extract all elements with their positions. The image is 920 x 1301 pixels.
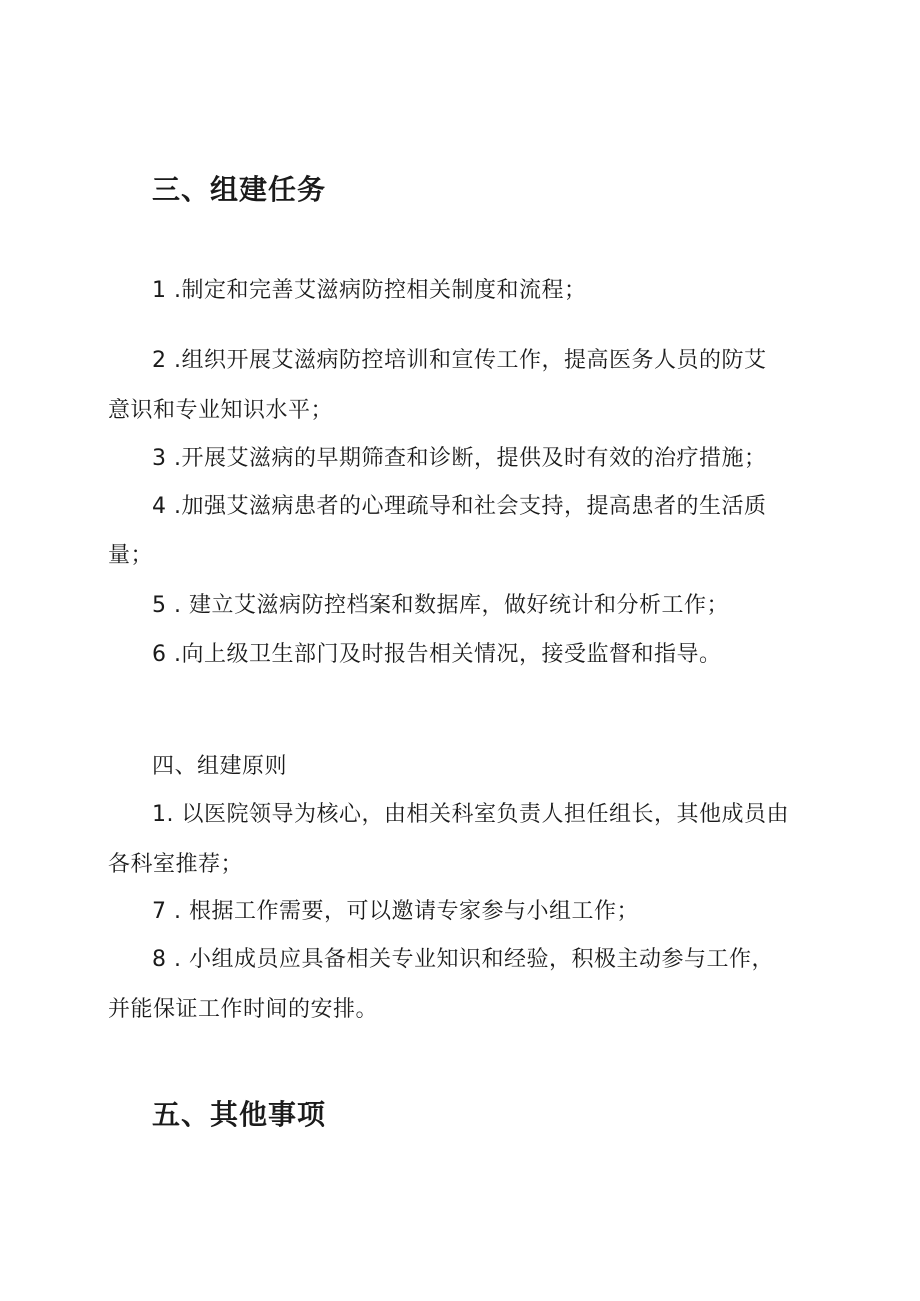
section-3-item-2-line-1: 2 .组织开展艾滋病防控培训和宣传工作，提高医务人员的防艾 [152, 348, 767, 373]
section-3-item-5-line-1: 5 . 建立艾滋病防控档案和数据库，做好统计和分析工作； [152, 593, 729, 618]
section-4-item-1-line-1: 1. 以医院领导为核心，由相关科室负责人担任组长，其他成员由 [152, 802, 789, 827]
section-3-heading: 三、组建任务 [152, 173, 327, 206]
section-5-heading: 五、其他事项 [152, 1098, 327, 1131]
section-3-item-3-line-1: 3 .开展艾滋病的早期筛查和诊断，提供及时有效的治疗措施； [152, 446, 767, 471]
section-4-item-3-line-2: 并能保证工作时间的安排。 [108, 997, 379, 1022]
section-3-item-6-line-1: 6 .向上级卫生部门及时报告相关情况，接受监督和指导。 [152, 642, 722, 667]
section-4-item-1-line-2: 各科室推荐； [108, 852, 244, 877]
section-3-item-1-line-1: 1 .制定和完善艾滋病防控相关制度和流程； [152, 278, 587, 303]
section-3-item-4-line-1: 4 .加强艾滋病患者的心理疏导和社会支持，提高患者的生活质 [152, 494, 767, 519]
section-4-item-3-line-1: 8 . 小组成员应具备相关专业知识和经验，积极主动参与工作， [152, 947, 774, 972]
section-3-item-2-line-2: 意识和专业知识水平； [108, 398, 334, 423]
section-4-item-2-line-1: 7 . 根据工作需要，可以邀请专家参与小组工作； [152, 899, 639, 924]
section-3-item-4-line-2: 量； [108, 543, 154, 568]
section-4-heading: 四、组建原则 [152, 754, 288, 779]
